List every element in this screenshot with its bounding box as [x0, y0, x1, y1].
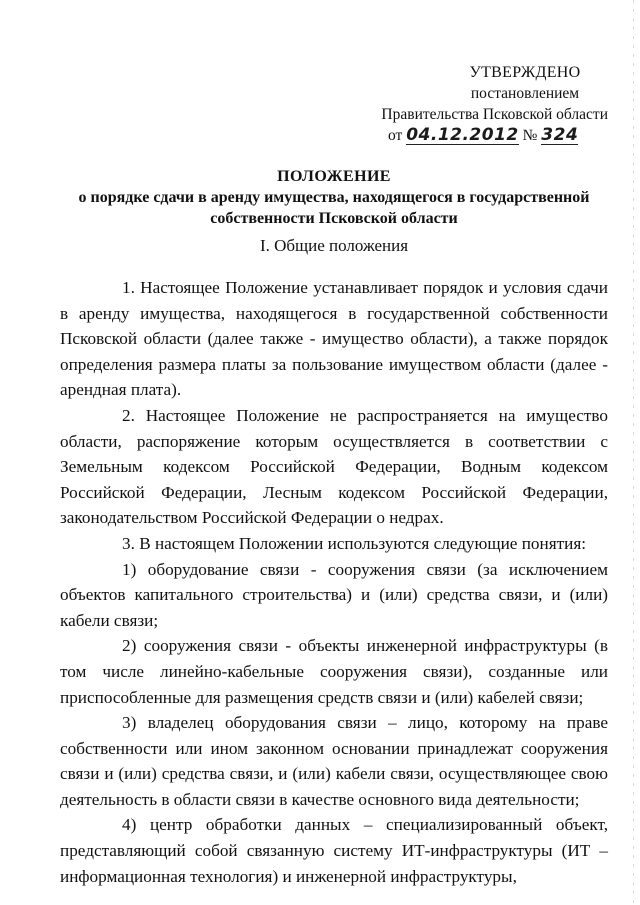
definition-2: 2) сооружения связи - объекты инженерной инфраструктуры (в том числе линейно-кабельные сооружения связи), созданные или приспособленные для размещения средств связи и (или) кабелей связи;: [60, 636, 608, 707]
approval-line-2: Правительства Псковской области: [381, 106, 608, 123]
document-title-block: [60, 166, 608, 229]
section-heading: I. Общие положения: [259, 236, 409, 255]
handwritten-date: 04.12.2012: [406, 125, 519, 145]
approval-line-1: постановлением: [470, 85, 580, 102]
date-prefix: от: [388, 127, 403, 144]
number-prefix: №: [522, 127, 538, 144]
document-subtitle: о порядке сдачи в аренду имущества, находящегося в государственной собственности Псковской области: [78, 189, 590, 227]
paragraph-2: 2. Настоящее Положение не распространяется на имущество области, распоряжение которым осуществляется в соответствии с Земельным кодексом Российской Федерации, Водным кодексом Российской Федерации, Лесным кодексом Российской Федерации, законодательством Российской Федерации о недрах.: [60, 405, 608, 528]
document-body: [60, 275, 608, 889]
approval-date-row: [360, 125, 608, 146]
definition-3: 3) владелец оборудования связи – лицо, которому на праве собственности или ином законном основании принадлежат сооружения связи и (или) средства связи, и (или) кабели связи, осуществляющее свою деятельность в области связи в качестве основного вида деятельности;: [60, 713, 608, 809]
approval-title: УТВЕРЖДЕНО: [469, 64, 581, 81]
definition-4: 4) центр обработки данных – специализированный объект, представляющий собой связанную систему ИТ-инфраструктуры (ИТ – информационная технология) и инженерной инфраструктуры,: [60, 815, 608, 886]
definition-1: 1) оборудование связи - сооружения связи (за исключением объектов капитального строительства) и (или) средства связи, и (или) кабели связи;: [60, 559, 608, 630]
paragraph-1: 1. Настоящее Положение устанавливает порядок и условия сдачи в аренду имущества, находящегося в государственной собственности Псковской области (далее также - имущество области), а также порядок определения размера платы за пользование имуществом области (далее - арендная плата).: [60, 278, 608, 400]
scan-edge-artifact: [633, 0, 634, 905]
handwritten-number: 324: [541, 125, 579, 145]
approval-stamp: [360, 62, 608, 146]
paragraph-3: 3. В настоящем Положении используются следующие понятия:: [122, 533, 587, 553]
document-title: ПОЛОЖЕНИЕ: [277, 168, 391, 185]
